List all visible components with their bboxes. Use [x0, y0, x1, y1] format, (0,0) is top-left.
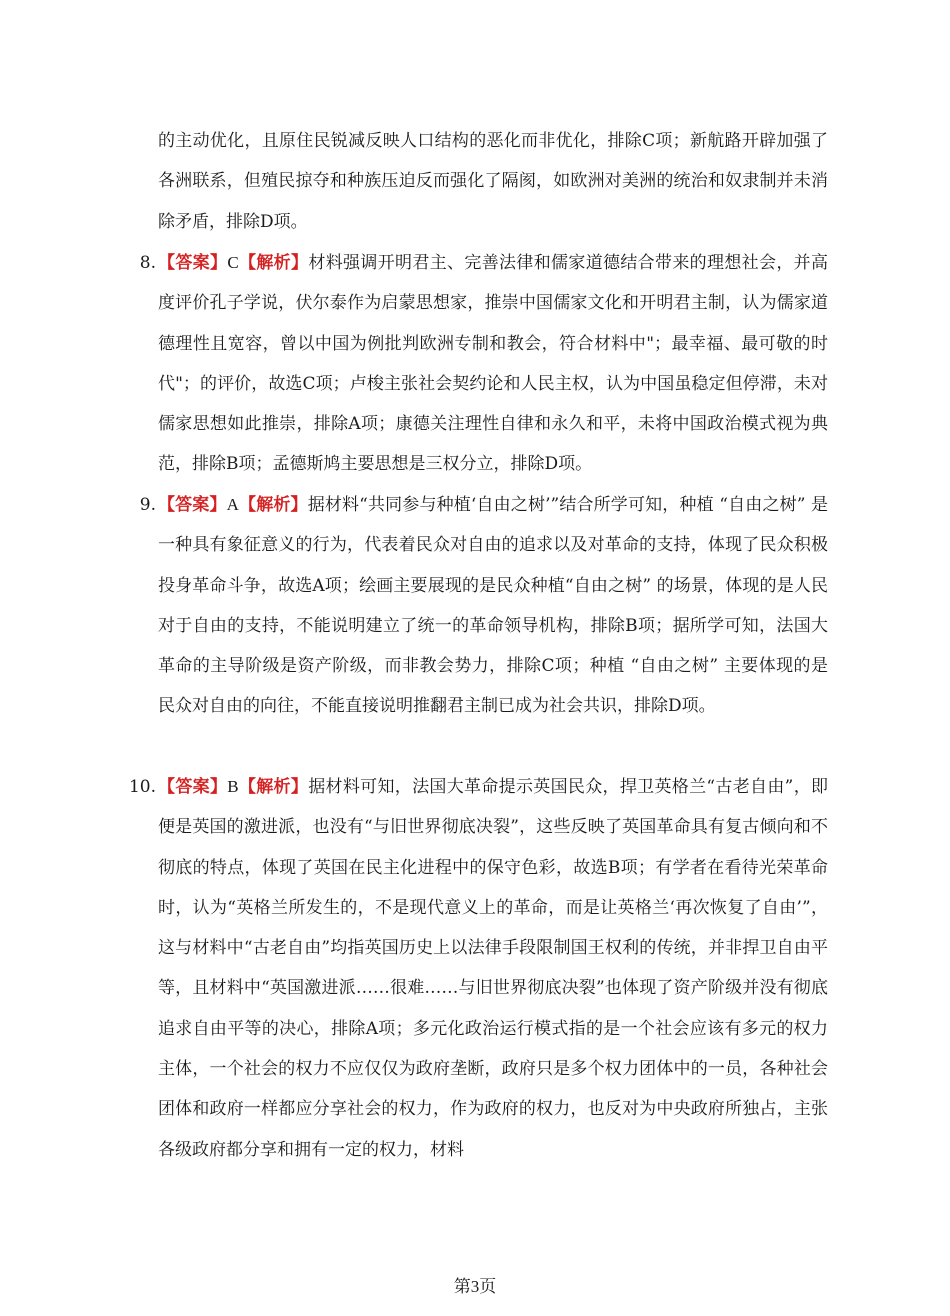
analysis-tag: 【解析】 [238, 777, 309, 797]
analysis-text: 材料强调开明君主、完善法律和儒家道德结合带来的理想社会，并高度评价孔子学说，伏尔泰作为启蒙思想家，推崇中国儒家文化和开明君主制，认为儒家道德理性且宽容，曾以中国为例批判欧洲专制和教会，符合材料中"；最幸福、最可敬的时代"；的评价，故选C项；卢梭主张社会契约论和人民主权，认为中国虽稳定但停滞，未对儒家思想如此推崇，排除A项；康德关注理性自律和永久和平，未将中国政治模式视为典范，排除B项；孟德斯鸠主要思想是三权分立，排除D项。 [158, 253, 829, 475]
analysis-tag: 【解析】 [238, 253, 309, 273]
answer-tag: 【答案】 [158, 495, 227, 515]
answer-tag: 【答案】 [158, 253, 228, 273]
question-9 [139, 485, 829, 727]
question-number: 9. [139, 495, 156, 515]
page-footer [0, 1272, 950, 1297]
page-number: 第3页 [453, 1277, 497, 1296]
question-number: 10. [128, 777, 156, 797]
analysis-tag: 【解析】 [238, 495, 308, 515]
continuation-paragraph [158, 121, 828, 242]
answer-letter: B [227, 777, 239, 796]
question-number: 8. [139, 253, 156, 273]
analysis-text: 据材料可知，法国大革命提示英国民众，捍卫英格兰“古老自由”，即便是英国的激进派，也没有“与旧世界彻底决裂”，这些反映了英国革命具有复古倾向和不彻底的特点，体现了英国在民主化进程中的保守色彩，故选B项；有学者在看待光荣革命时，认为“英格兰所发生的，不是现代意义上的革命，而是让英格兰‘再次恢复了自由’”，这与材料中“古老自由”均指英国历史上以法律手段限制国王权利的传统，并非捍卫自由平等，且材料中“英国激进派……很难……与旧世界彻底决裂”也体现了资产阶级并没有彻底追求自由平等的决心，排除A项；多元化政治运行模式指的是一个社会应该有多元的权力主体，一个社会的权力不应仅仅为政府垄断，政府只是多个权力团体中的一员，各种社会团体和政府一样都应分享社会的权力，作为政府的权力，也反对为中央政府所独占，主张各级政府都分享和拥有一定的权力，材料 [158, 777, 829, 1160]
answer-tag: 【答案】 [158, 777, 228, 797]
analysis-text: 据材料“共同参与种植‘自由之树’”结合所学可知，种植 “自由之树” 是一种具有象征意义的行为，代表着民众对自由的追求以及对革命的支持，体现了民众积极投身革命斗争，故选A项；绘画主要展现的是民众种植“自由之树” 的场景，体现的是人民对于自由的支持，不能说明建立了统一的革命领导机构，排除B项；据所学可知，法国大革命的主导阶级是资产阶级，而非教会势力，排除C项；种植 “自由之树” 主要体现的是民众对自由的向往，不能直接说明推翻君主制已成为社会共识，排除D项。 [158, 495, 829, 717]
continuation-text: 的主动优化，且原住民锐减反映人口结构的恶化而非优化，排除C项；新航路开辟加强了各洲联系，但殖民掠夺和种族压迫反而强化了隔阂，如欧洲对美洲的统治和奴隶制并未消除矛盾，排除D项。 [158, 131, 828, 232]
question-10 [128, 767, 829, 1170]
question-8 [139, 243, 829, 485]
answer-letter: A [226, 495, 239, 514]
answer-letter: C [227, 253, 239, 272]
